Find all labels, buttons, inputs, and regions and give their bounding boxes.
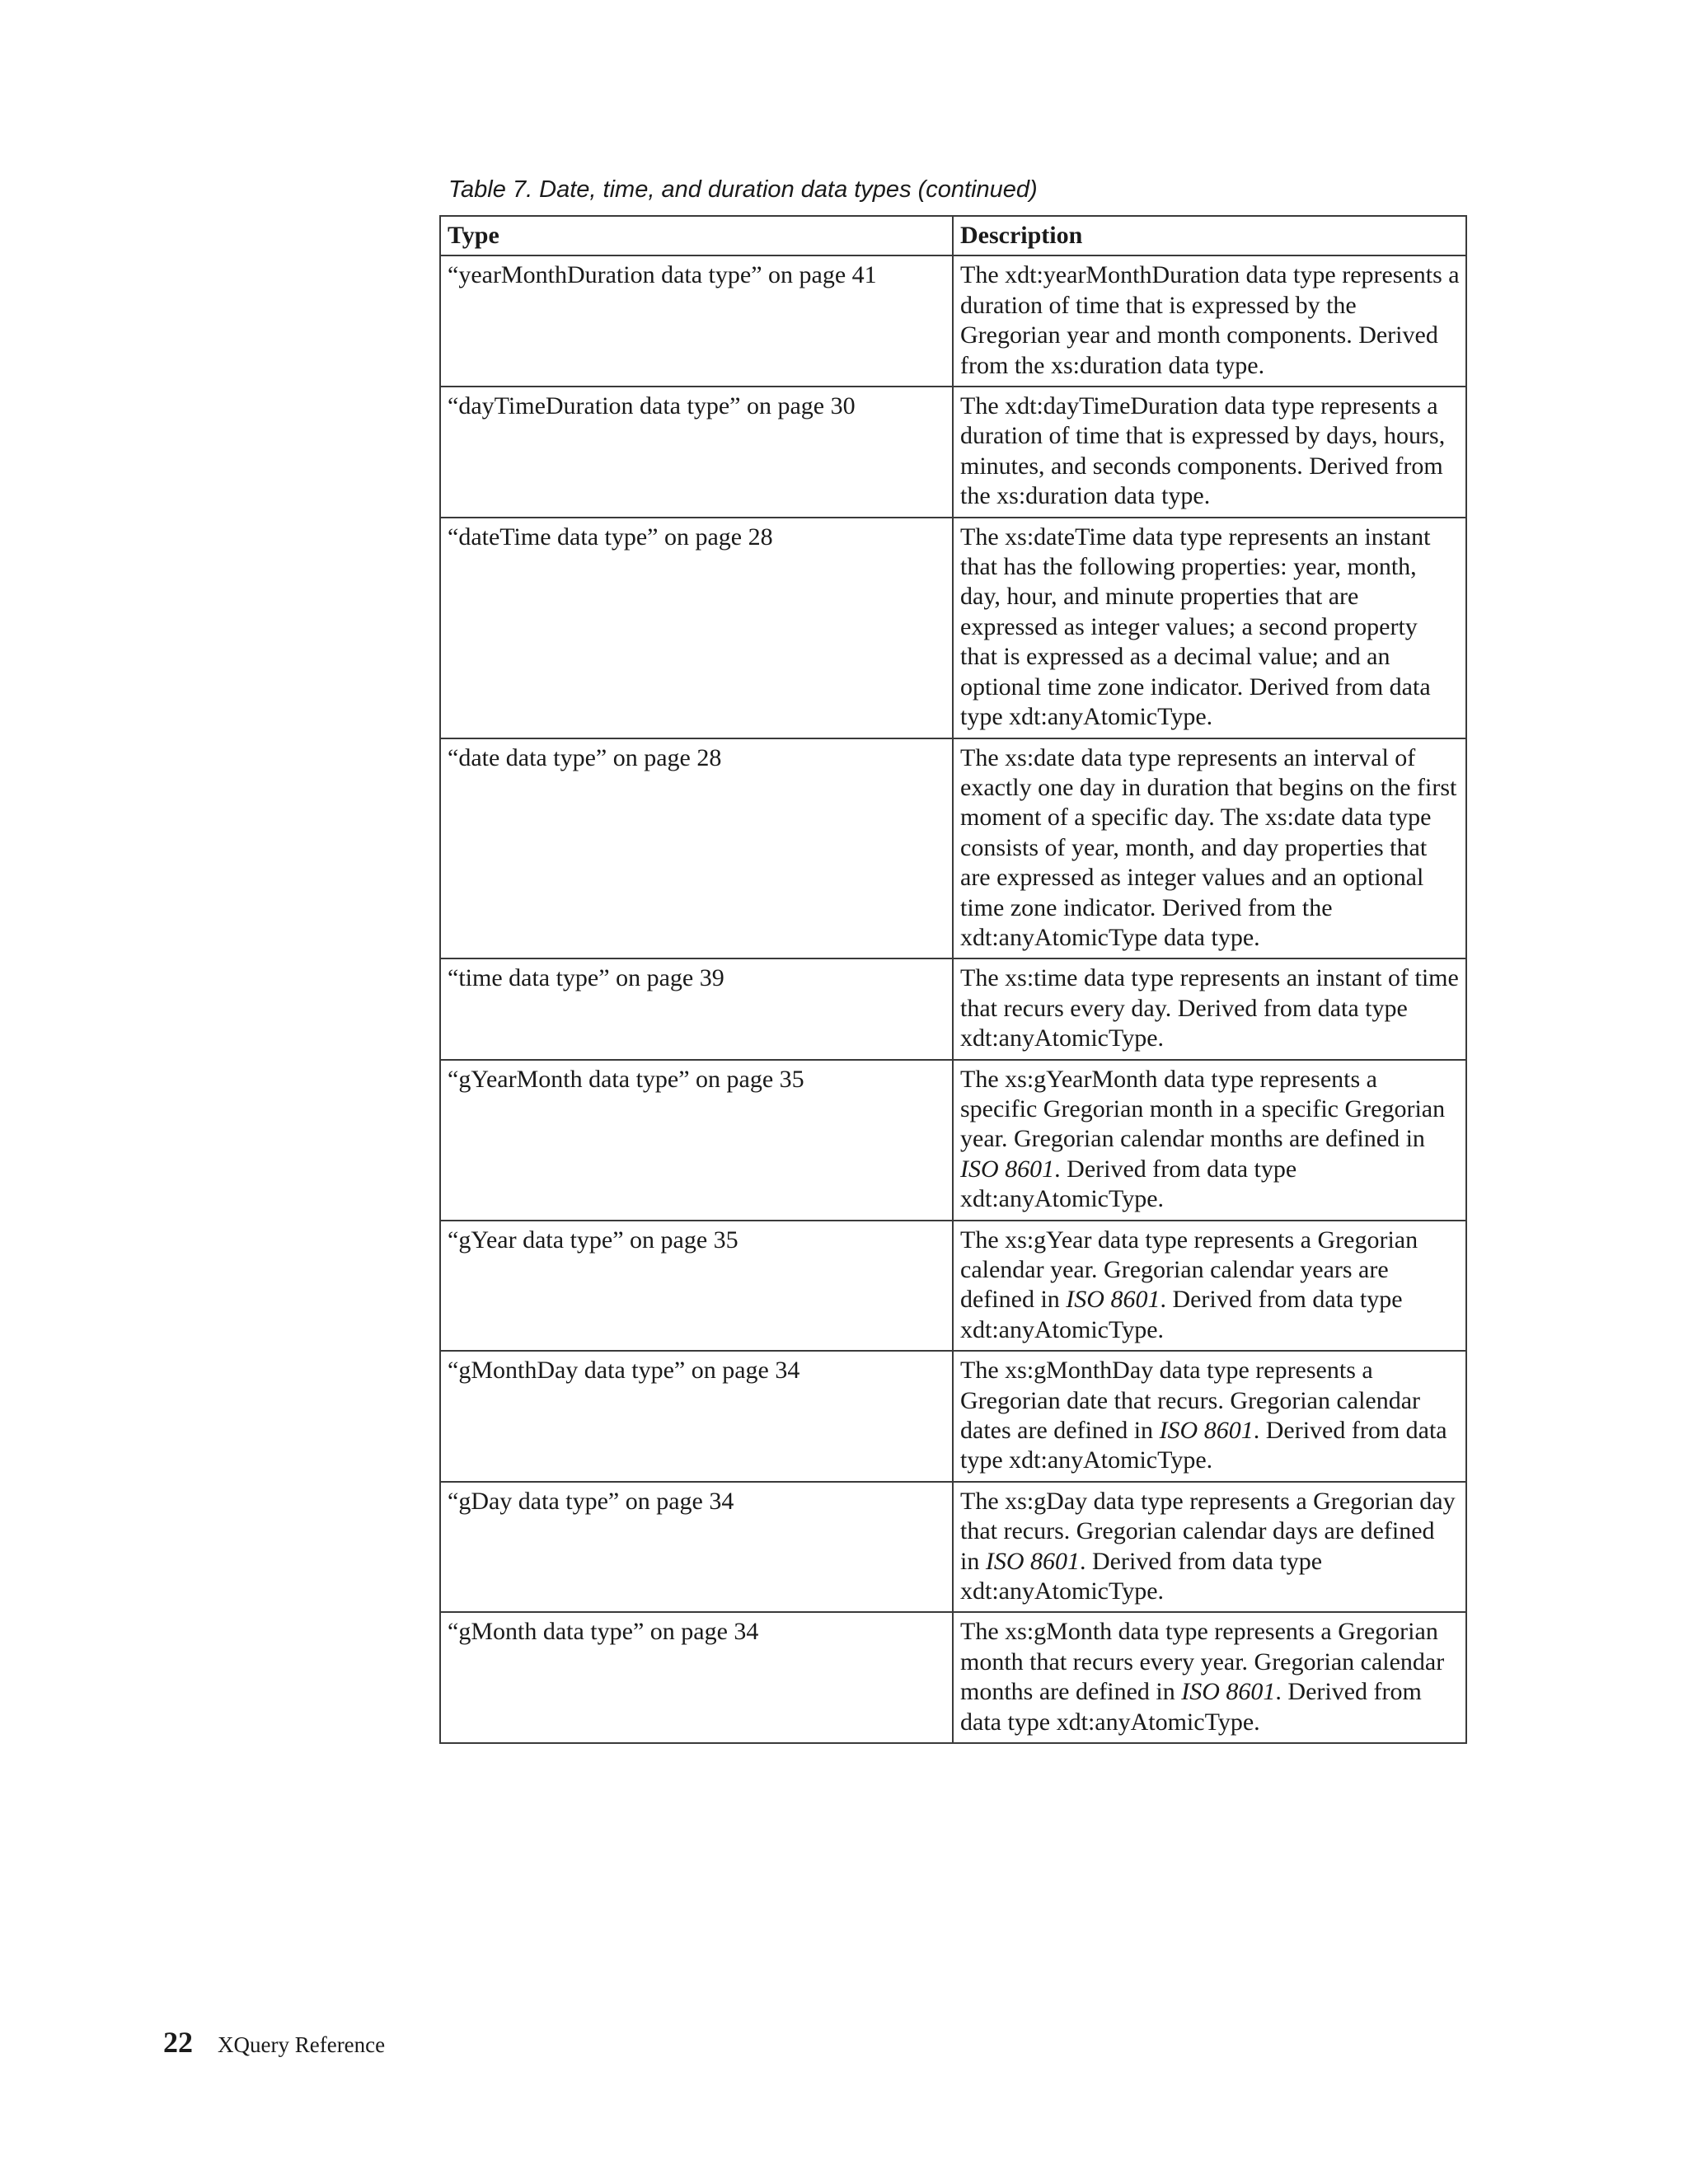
- description-cell: [953, 1060, 1466, 1221]
- description-text: The xs:gYear data type represents a Gregorian calendar year. Gregorian calendar years are defined in: [960, 1226, 1418, 1314]
- column-header-description: Description: [953, 216, 1466, 255]
- description-cell: The xdt:yearMonthDuration data type represents a duration of time that is expressed by the Gregorian year and month components. Derived from the xs:duration data type.: [953, 255, 1466, 387]
- description-cell: The xdt:dayTimeDuration data type represents a duration of time that is expressed by days, hours, minutes, and seconds components. Derived from the xs:duration data type.: [953, 387, 1466, 518]
- table-row: [440, 255, 1466, 387]
- type-cell-link[interactable]: “dayTimeDuration data type” on page 30: [440, 387, 953, 518]
- description-cell: [953, 1351, 1466, 1482]
- description-text: The xs:gDay data type represents a Gregorian day that recurs. Gregorian calendar days are defined in: [960, 1487, 1456, 1575]
- book-title: XQuery Reference: [218, 2032, 386, 2057]
- table-row: [440, 1060, 1466, 1221]
- table-row: [440, 1612, 1466, 1743]
- type-cell-link[interactable]: “dateTime data type” on page 28: [440, 518, 953, 738]
- table-row: [440, 958, 1466, 1059]
- iso-reference: ISO 8601: [1066, 1286, 1160, 1314]
- description-text: . Derived from data type xdt:anyAtomicType.: [960, 1678, 1422, 1736]
- table-row: [440, 1221, 1466, 1352]
- description-cell: The xs:time data type represents an instant of time that recurs every day. Derived from data type xdt:anyAtomicType.: [953, 958, 1466, 1059]
- description-text: The xs:gMonthDay data type represents a Gregorian date that recurs. Gregorian calendar dates are defined in: [960, 1357, 1421, 1445]
- type-cell-link[interactable]: “gYear data type” on page 35: [440, 1221, 953, 1352]
- type-cell-link[interactable]: “time data type” on page 39: [440, 958, 953, 1059]
- iso-reference: ISO 8601: [1159, 1417, 1254, 1445]
- table-row: [440, 1351, 1466, 1482]
- description-cell: [953, 1482, 1466, 1613]
- description-cell: [953, 1221, 1466, 1352]
- table-caption: Table 7. Date, time, and duration data types (continued): [448, 176, 1038, 203]
- description-cell: [953, 1612, 1466, 1743]
- type-cell-link[interactable]: “yearMonthDuration data type” on page 41: [440, 255, 953, 387]
- iso-reference: ISO 8601: [960, 1155, 1055, 1183]
- description-cell: The xs:dateTime data type represents an instant that has the following properties: year, month, day, hour, and minute properties that are expressed as integer values; a second property that is expressed as a decimal value; and an optional time zone indicator. Derived from data type xdt:anyAtomicType.: [953, 518, 1466, 738]
- iso-reference: ISO 8601: [985, 1547, 1080, 1575]
- column-header-type: Type: [440, 216, 953, 255]
- description-text: . Derived from data type xdt:anyAtomicType.: [960, 1417, 1447, 1474]
- description-text: The xs:gMonth data type represents a Gregorian month that recurs every year. Gregorian calendar months are defined in: [960, 1618, 1445, 1706]
- data-types-table: [439, 215, 1467, 1744]
- type-cell-link[interactable]: “date data type” on page 28: [440, 738, 953, 959]
- table-header-row: [440, 216, 1466, 255]
- table-row: [440, 1482, 1466, 1613]
- description-cell: The xs:date data type represents an interval of exactly one day in duration that begins on the first moment of a specific day. The xs:date data type consists of year, month, and day properties that are expressed as integer values and an optional time zone indicator. Derived from the xdt:anyAtomicType data type.: [953, 738, 1466, 959]
- description-text: . Derived from data type xdt:anyAtomicType.: [960, 1155, 1297, 1213]
- type-cell-link[interactable]: “gYearMonth data type” on page 35: [440, 1060, 953, 1221]
- type-cell-link[interactable]: “gMonthDay data type” on page 34: [440, 1351, 953, 1482]
- description-text: . Derived from data type xdt:anyAtomicType.: [960, 1286, 1403, 1343]
- type-cell-link[interactable]: “gMonth data type” on page 34: [440, 1612, 953, 1743]
- table-row: [440, 387, 1466, 518]
- type-cell-link[interactable]: “gDay data type” on page 34: [440, 1482, 953, 1613]
- iso-reference: ISO 8601: [1181, 1678, 1276, 1706]
- page-number: 22: [163, 2026, 193, 2059]
- page-footer: [163, 2026, 385, 2061]
- table-row: [440, 518, 1466, 738]
- description-text: . Derived from data type xdt:anyAtomicType.: [960, 1547, 1323, 1605]
- table-row: [440, 738, 1466, 959]
- description-text: The xs:gYearMonth data type represents a specific Gregorian month in a specific Gregorian year. Gregorian calendar months are defined in: [960, 1065, 1446, 1153]
